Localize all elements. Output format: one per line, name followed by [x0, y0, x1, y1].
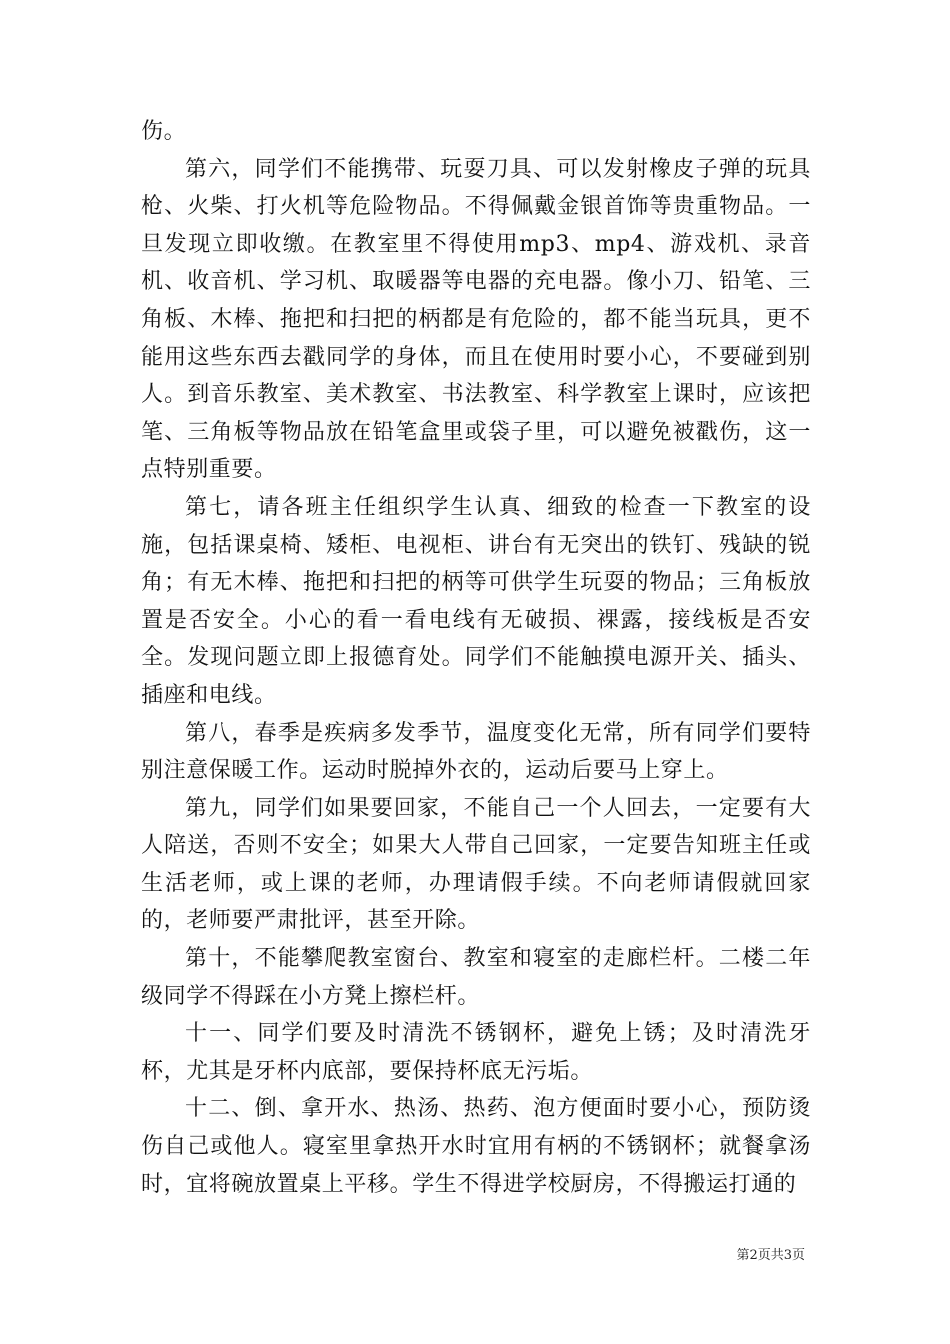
document-body [141, 113, 811, 1203]
paragraph-item-10: 第十，不能攀爬教室窗台、教室和寝室的走廊栏杆。二楼二年级同学不得踩在小方凳上擦栏杆。 [141, 946, 811, 1009]
paragraph-item-8: 第八，春季是疾病多发季节，温度变化无常，所有同学们要特别注意保暖工作。运动时脱掉外衣的，运动后要马上穿上。 [141, 720, 811, 784]
paragraph-item-7: 第七，请各班主任组织学生认真、细致的检查一下教室的设施，包括课桌椅、矮柜、电视柜、讲台有无突出的铁钉、残缺的锐角；有无木棒、拖把和扫把的柄等可供学生玩耍的物品；三角板放置是否安全。小心的看一看电线有无破损、裸露，接线板是否安全。发现问题立即上报德育处。同学们不能触摸电源开关、插头、插座和电线。 [141, 494, 811, 708]
paragraph-continuation: 伤。 [141, 119, 187, 144]
paragraph-item-11: 十一、同学们要及时清洗不锈钢杯，避免上锈；及时清洗牙杯，尤其是牙杯内底部，要保持杯底无污垢。 [141, 1021, 811, 1084]
page-number: 第2页共3页 [736, 1248, 805, 1263]
paragraph-item-12: 十二、倒、拿开水、热汤、热药、泡方便面时要小心，预防烫伤自己或他人。寝室里拿热开水时宜用有柄的不锈钢杯；就餐拿汤时，宜将碗放置桌上平移。学生不得进学校厨房，不得搬运打通的 [141, 1096, 811, 1197]
paragraph-item-9: 第九，同学们如果要回家，不能自己一个人回去，一定要有大人陪送，否则不安全；如果大人带自己回家，一定要告知班主任或生活老师，或上课的老师，办理请假手续。不向老师请假就回家的，老师要严肃批评，甚至开除。 [141, 795, 811, 934]
paragraph-item-6: 第六，同学们不能携带、玩耍刀具、可以发射橡皮子弹的玩具枪、火柴、打火机等危险物品。不得佩戴金银首饰等贵重物品。一旦发现立即收缴。在教室里不得使用mp3、mp4、游戏机、录音机、收音机、学习机、取暖器等电器的充电器。像小刀、铅笔、三角板、木棒、拖把和扫把的柄都是有危险的，都不能当玩具，更不能用这些东西去戳同学的身体，而且在使用时要小心，不要碰到别人。到音乐教室、美术教室、书法教室、科学教室上课时，应该把笔、三角板等物品放在铅笔盒里或袋子里，可以避免被戳伤，这一点特别重要。 [141, 156, 811, 483]
